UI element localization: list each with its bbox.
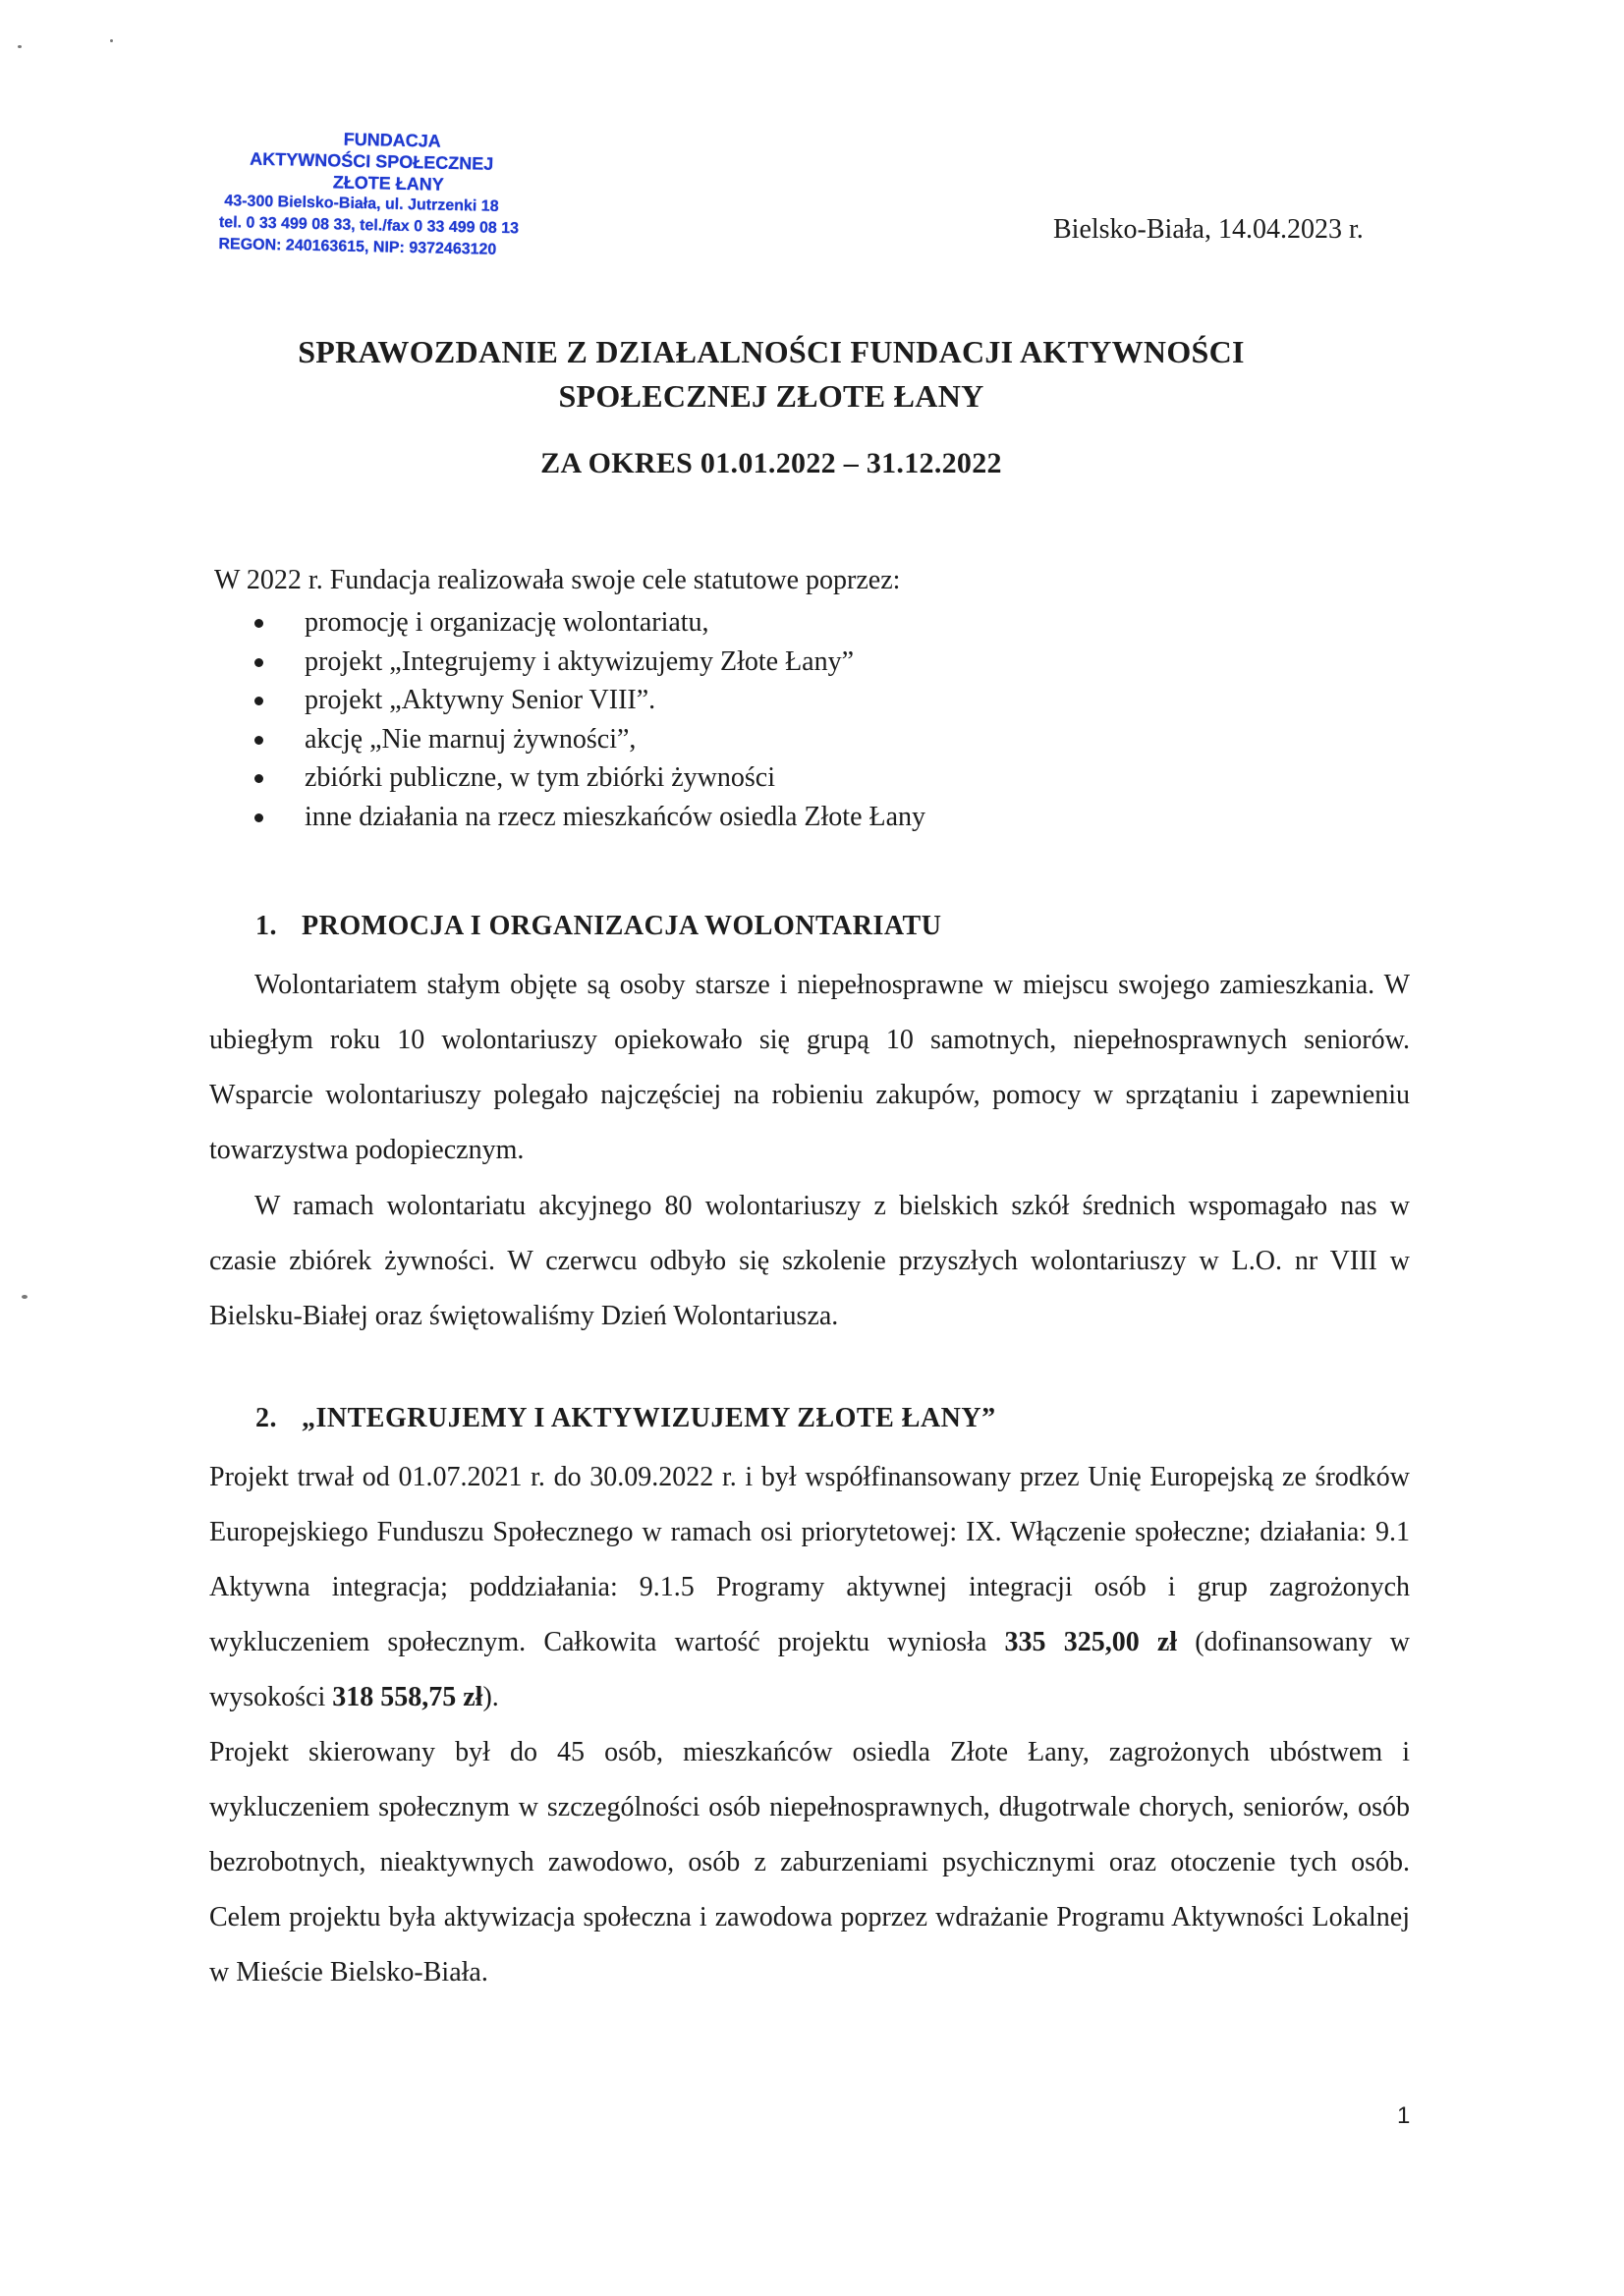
- cofinanced-value: 318 558,75 zł: [332, 1682, 483, 1712]
- section-1-paragraph-1: Wolontariatem stałym objęte są osoby starsze i niepełnosprawne w miejscu swojego zamieszkania. W ubiegłym roku 10 wolontariuszy opiekowało się grupą 10 samotnych, niepełnosprawnych seniorów. Wsparcie wolontariuszy polegało najczęściej na robieniu zakupów, pomocy w sprzątaniu i zapewnieniu towarzystwa podopiecznym.: [209, 970, 1410, 1165]
- section-number: 1.: [255, 911, 277, 941]
- paragraph-text: ).: [482, 1682, 499, 1712]
- list-item: zbiórki publiczne, w tym zbiórki żywności: [251, 758, 925, 798]
- page-number: 1: [1397, 2102, 1411, 2129]
- list-item: inne działania na rzecz mieszkańców osiedla Złote Łany: [251, 798, 925, 837]
- stamp-line: ZŁOTE ŁANY: [332, 172, 445, 195]
- document-date: Bielsko-Biała, 14.04.2023 r.: [1053, 214, 1364, 245]
- foundation-stamp: [218, 126, 614, 263]
- scan-speck: [18, 45, 22, 48]
- stamp-line: FUNDACJA: [343, 129, 441, 151]
- activities-list: [251, 603, 925, 836]
- section-title: PROMOCJA I ORGANIZACJA WOLONTARIATU: [302, 911, 942, 941]
- paragraph-text: Projekt trwał od 01.07.2021 r. do 30.09.2022 r. i był współfinansowany przez Unię Europejską ze środków Europejskiego Funduszu Społecznego w ramach osi priorytetowej: IX. Włączenie społeczne; działania: 9.1 Aktywna integracja; poddziałania: 9.1.5 Programy aktywnej integracji osób i grup zagrożonych wykluczeniem społecznym. Całkowita wartość projektu wyniosła: [209, 1462, 1410, 1657]
- total-value: 335 325,00 zł: [1004, 1627, 1178, 1657]
- list-item: projekt „Integrujemy i aktywizujemy Złote Łany”: [251, 643, 925, 682]
- scan-speck: [110, 39, 113, 42]
- list-item: promocję i organizację wolontariatu,: [251, 603, 925, 643]
- list-item: projekt „Aktywny Senior VIII”.: [251, 681, 925, 720]
- document-period: ZA OKRES 01.01.2022 – 31.12.2022: [540, 447, 1002, 479]
- section-1-heading: [255, 911, 941, 942]
- stamp-line: tel. 0 33 499 08 33, tel./fax 0 33 499 08 13: [218, 213, 520, 238]
- intro-text: W 2022 r. Fundacja realizowała swoje cele statutowe poprzez:: [214, 565, 901, 595]
- section-2-paragraph-2: Projekt skierowany był do 45 osób, mieszkańców osiedla Złote Łany, zagrożonych ubóstwem i wykluczeniem społecznym w szczególności osób niepełnosprawnych, długotrwale chorych, seniorów, osób bezrobotnych, nieaktywnych zawodowo, osób z zaburzeniami psychicznymi oraz otoczenie tych osób. Celem projektu była aktywizacja społeczna i zawodowa poprzez wdrażanie Programu Aktywności Lokalnej w Mieście Bielsko-Biała.: [209, 1737, 1410, 1988]
- section-number: 2.: [255, 1403, 277, 1433]
- document-title-line-2: SPOŁECZNEJ ZŁOTE ŁANY: [558, 378, 984, 414]
- section-2-paragraph-1: [209, 1450, 1410, 1725]
- stamp-line: 43-300 Bielsko-Biała, ul. Jutrzenki 18: [224, 193, 499, 215]
- section-1-paragraph-2: W ramach wolontariatu akcyjnego 80 wolontariuszy z bielskich szkół średnich wspomagało nas w czasie zbiórek żywności. W czerwcu odbyło się szkolenie przyszłych wolontariuszy w L.O. nr VIII w Bielsku-Białej oraz świętowaliśmy Dzień Wolontariusza.: [209, 1191, 1410, 1331]
- stamp-line: REGON: 240163615, NIP: 9372463120: [218, 235, 497, 258]
- section-2-heading: [255, 1403, 996, 1434]
- section-title: „INTEGRUJEMY I AKTYWIZUJEMY ZŁOTE ŁANY”: [302, 1403, 996, 1433]
- list-item: akcję „Nie marnuj żywności”,: [251, 720, 925, 759]
- stamp-line: AKTYWNOŚCI SPOŁECZNEJ: [250, 148, 494, 174]
- document-title-line-1: SPRAWOZDANIE Z DZIAŁALNOŚCI FUNDACJI AKTYWNOŚCI: [298, 334, 1245, 369]
- paragraph-text: (dofinansowany w wysokości: [209, 1627, 1410, 1712]
- scan-speck: [22, 1295, 28, 1299]
